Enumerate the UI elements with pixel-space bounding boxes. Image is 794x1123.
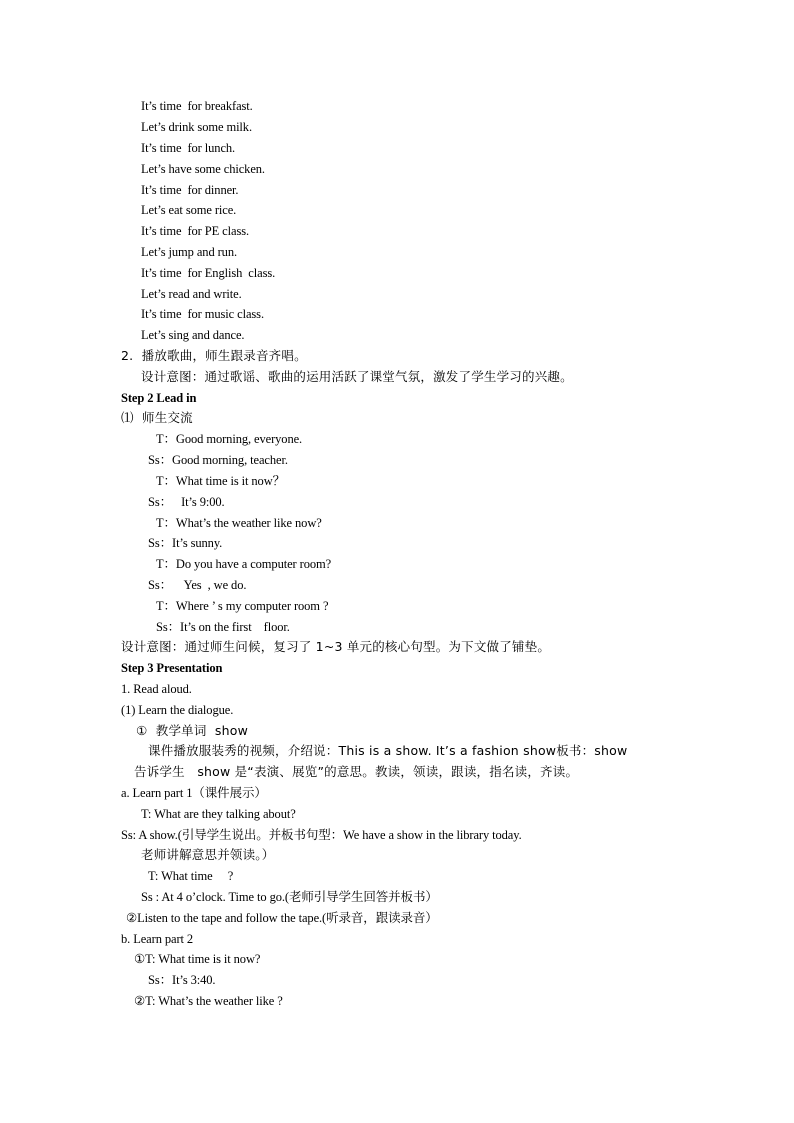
chant-line: It’s time for music class. — [141, 307, 264, 321]
dialogue-line: T：Good morning, everyone. — [156, 432, 303, 446]
chant-line: It’s time for English class. — [141, 266, 276, 280]
body-line: 课件播放服装秀的视频，介绍说：This is a show. It’s a fashion show板书：show — [148, 743, 628, 758]
chant-line: It’s time for lunch. — [141, 141, 236, 155]
list-item: 1. Read aloud. — [121, 682, 192, 696]
chant-line: It’s time for PE class. — [141, 224, 250, 238]
dialogue-line: Ss： Yes , we do. — [148, 578, 247, 592]
dialogue-line: Ss: A show.(引导学生说出。并板书句型：We have a show in the library today. — [121, 828, 522, 842]
chant-line: Let’s drink some milk. — [141, 120, 252, 134]
list-item: (1) Learn the dialogue. — [121, 703, 234, 717]
dialogue-line: T: What time ? — [148, 869, 234, 883]
chant-line: It’s time for dinner. — [141, 183, 239, 197]
chant-line: Let’s sing and dance. — [141, 328, 245, 342]
dialogue-line: Ss : At 4 o’clock. Time to go.(老师引导学生回答并板书） — [141, 890, 438, 904]
step-heading: Step 2 Lead in — [121, 391, 197, 405]
dialogue-line: T：Do you have a computer room? — [156, 557, 332, 571]
dialogue-line: T：What time is it now？ — [156, 474, 286, 488]
list-item: ②Listen to the tape and follow the tape.(听录音，跟读录音） — [126, 911, 438, 925]
body-line: 老师讲解意思并领读。） — [141, 847, 275, 862]
dialogue-line: T: What are they talking about? — [141, 807, 296, 821]
list-item: 2. 播放歌曲，师生跟录音齐唱。 — [121, 348, 307, 363]
dialogue-line: ②T: What’s the weather like ? — [134, 994, 283, 1008]
step-heading: Step 3 Presentation — [121, 661, 223, 675]
list-item: ① 教学单词 show — [136, 723, 249, 738]
chant-line: Let’s read and write. — [141, 287, 242, 301]
list-item: ⑴ 师生交流 — [121, 410, 193, 425]
list-item: b. Learn part 2 — [121, 932, 194, 946]
dialogue-line: Ss：Good morning, teacher. — [148, 453, 288, 467]
design-intent: 设计意图：通过歌谣、歌曲的运用活跃了课堂气氛，激发了学生学习的兴趣。 — [141, 369, 573, 384]
chant-line: Let’s eat some rice. — [141, 203, 237, 217]
dialogue-line: Ss：It’s on the first floor. — [156, 620, 290, 634]
list-item: a. Learn part 1（课件展示） — [121, 786, 267, 800]
dialogue-line: Ss：It’s sunny. — [148, 536, 223, 550]
chant-line: Let’s have some chicken. — [141, 162, 265, 176]
dialogue-line: Ss：It’s 3:40. — [148, 973, 216, 987]
dialogue-line: Ss： It’s 9:00. — [148, 495, 225, 509]
chant-line: It’s time for breakfast. — [141, 99, 253, 113]
dialogue-line: T：What’s the weather like now? — [156, 516, 322, 530]
dialogue-line: T：Where ’ s my computer room ? — [156, 599, 329, 613]
body-line: 告诉学生 show 是“表演、展览”的意思。教读，领读，跟读，指名读，齐读。 — [134, 764, 579, 779]
chant-line: Let’s jump and run. — [141, 245, 238, 259]
design-intent: 设计意图：通过师生问候，复习了 1~3 单元的核心句型。为下文做了铺垫。 — [121, 639, 551, 654]
dialogue-line: ①T: What time is it now? — [134, 952, 261, 966]
